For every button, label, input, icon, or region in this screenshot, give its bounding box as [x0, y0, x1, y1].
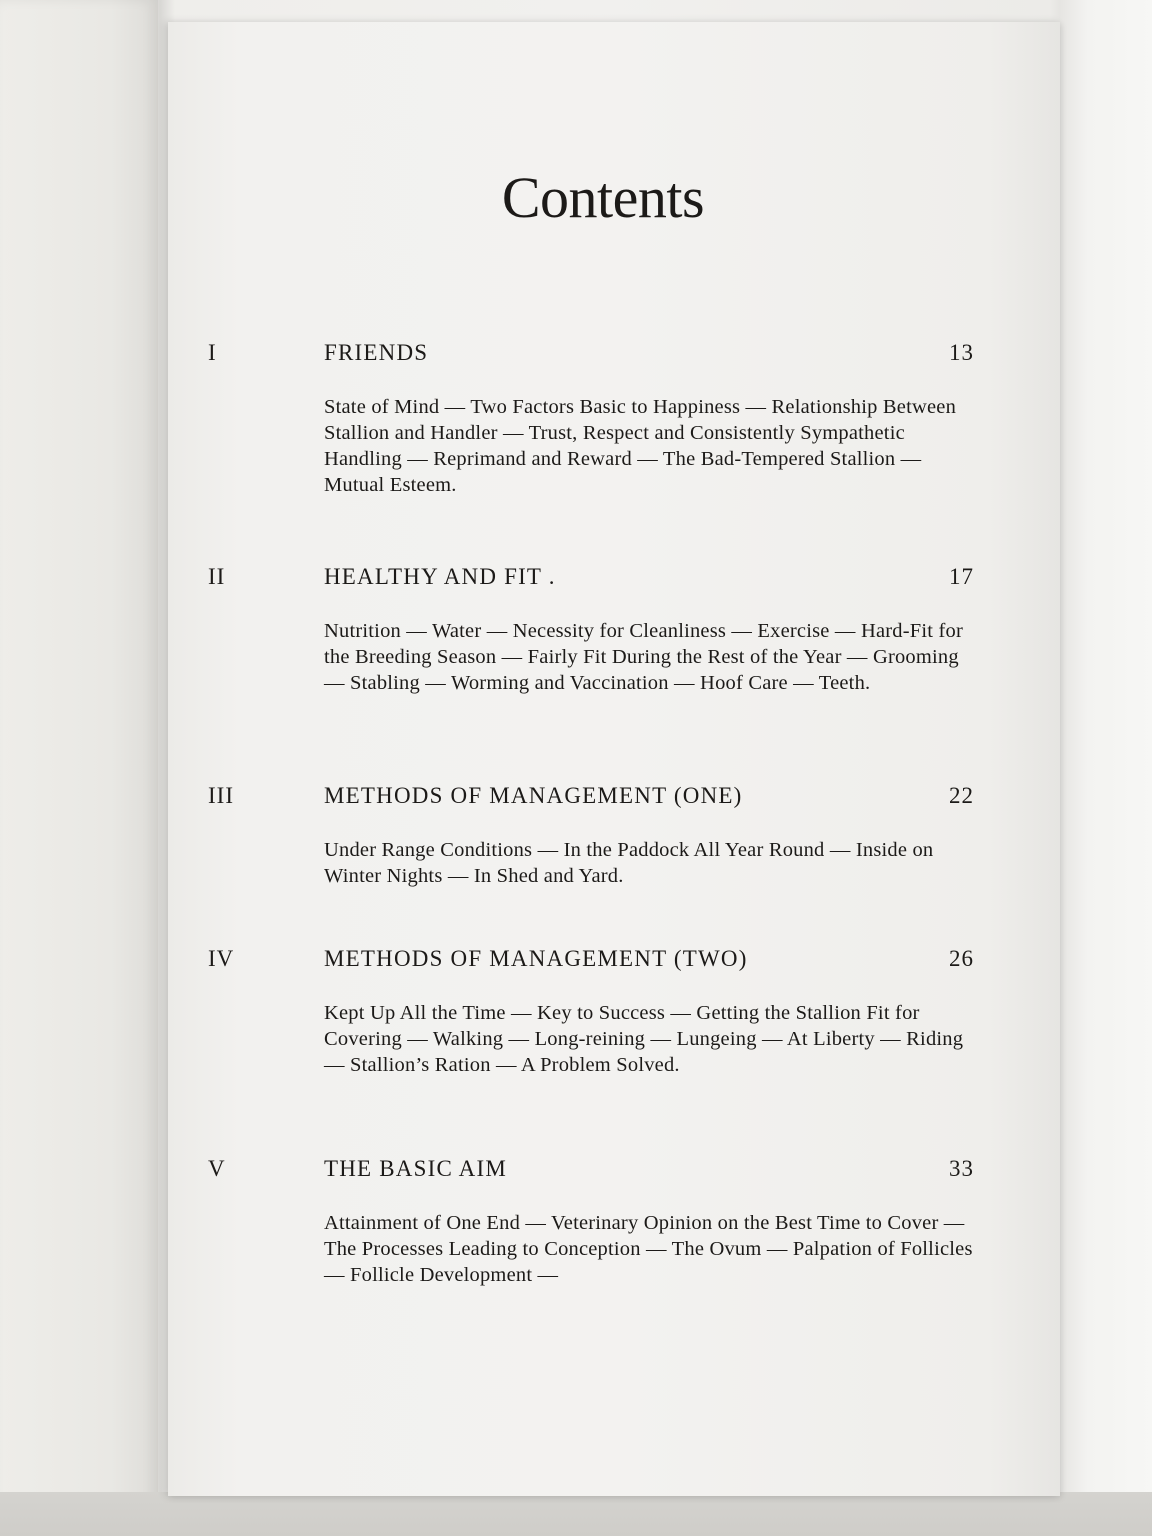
- chapter-entry: [208, 340, 974, 498]
- chapter-entry: [208, 946, 974, 1078]
- chapter-heading: [208, 340, 974, 370]
- chapter-title: METHODS OF MANAGEMENT (ONE): [324, 783, 743, 808]
- chapter-heading: [208, 1156, 974, 1186]
- chapter-title: HEALTHY AND FIT .: [324, 564, 556, 589]
- chapter-title: METHODS OF MANAGEMENT (TWO): [324, 946, 748, 971]
- chapter-number: I: [208, 340, 217, 365]
- chapter-summary: Attainment of One End — Veterinary Opinion on the Best Time to Cover — The Processes Leading to Conception — The Ovum — Palpation of Follicles — Follicle Development —: [324, 1212, 973, 1286]
- chapter-page-number: 26: [949, 946, 974, 971]
- chapter-entry: [208, 564, 974, 696]
- chapter-summary: Kept Up All the Time — Key to Success — Getting the Stallion Fit for Covering — Walking — Long-reining — Lungeing — At Liberty — Riding — Stallion’s Ration — A Problem Solved.: [324, 1002, 964, 1076]
- right-page-edge: [1060, 0, 1152, 1536]
- chapter-entry: [208, 783, 974, 889]
- chapter-summary: State of Mind — Two Factors Basic to Happiness — Relationship Between Stallion and Handler — Trust, Respect and Consistently Sympathetic Handling — Reprimand and Reward — The Bad-Tempered Stallion — Mutual Esteem.: [324, 396, 957, 496]
- chapter-number: V: [208, 1156, 226, 1181]
- contents-page: [168, 22, 1060, 1496]
- chapter-title: FRIENDS: [324, 340, 429, 365]
- chapter-heading: [208, 946, 974, 976]
- chapter-page-number: 33: [949, 1156, 974, 1181]
- chapter-summary: Under Range Conditions — In the Paddock All Year Round — Inside on Winter Nights — In Shed and Yard.: [324, 839, 934, 887]
- chapter-page-number: 13: [949, 340, 974, 365]
- page-title: Contents: [501, 165, 705, 230]
- chapter-summary: Nutrition — Water — Necessity for Cleanliness — Exercise — Hard-Fit for the Breeding Season — Fairly Fit During the Rest of the Year — Grooming — Stabling — Worming and Vaccination — Hoof Care — Teeth.: [324, 620, 963, 694]
- chapter-number: IV: [208, 946, 235, 971]
- chapter-page-number: 17: [949, 564, 974, 589]
- chapter-heading: [208, 564, 974, 594]
- chapter-page-number: 22: [949, 783, 974, 808]
- chapter-entry: [208, 1156, 974, 1288]
- chapter-title: THE BASIC AIM: [324, 1156, 508, 1181]
- table-surface: [0, 1492, 1152, 1536]
- chapter-number: II: [208, 564, 226, 589]
- chapter-heading: [208, 783, 974, 813]
- chapter-number: III: [208, 783, 234, 808]
- left-page-edge: [0, 0, 158, 1536]
